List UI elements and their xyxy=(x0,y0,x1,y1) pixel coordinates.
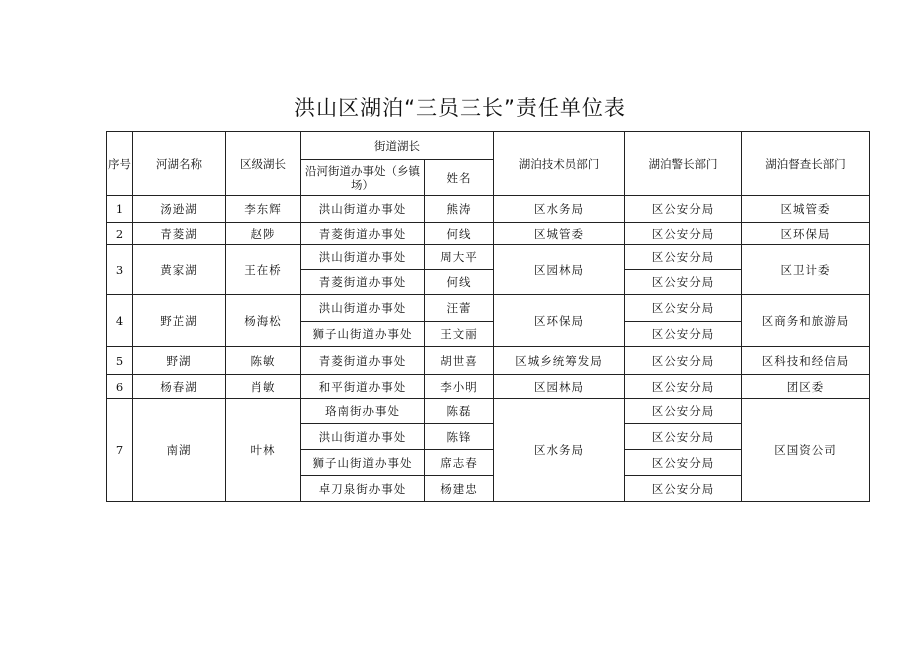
row-tech-dept: 区城乡统筹发局 xyxy=(494,347,625,375)
row-police-dept: 区公安分局 xyxy=(625,270,742,295)
header-person-name: 姓名 xyxy=(425,160,494,196)
table-row xyxy=(107,399,870,424)
table-row xyxy=(107,223,870,245)
row-person-name: 何线 xyxy=(425,223,494,245)
responsibility-table xyxy=(106,131,870,502)
header-seq: 序号 xyxy=(107,132,133,196)
header-street-office: 沿河街道办事处（乡镇场） xyxy=(301,160,425,196)
row-person-name: 李小明 xyxy=(425,375,494,399)
row-police-dept: 区公安分局 xyxy=(625,196,742,223)
row-police-dept: 区公安分局 xyxy=(625,295,742,322)
row-street-office: 狮子山街道办事处 xyxy=(301,450,425,476)
row-person-name: 杨建忠 xyxy=(425,476,494,502)
row-district-chief: 肖敏 xyxy=(226,375,301,399)
row-police-dept: 区公安分局 xyxy=(625,245,742,270)
row-supervisor-dept: 区商务和旅游局 xyxy=(742,295,870,347)
row-supervisor-dept: 区环保局 xyxy=(742,223,870,245)
table-row xyxy=(107,196,870,223)
table-row xyxy=(107,245,870,270)
header-lake-name: 河湖名称 xyxy=(133,132,226,196)
row-seq: 6 xyxy=(107,375,133,399)
row-police-dept: 区公安分局 xyxy=(625,223,742,245)
header-district-chief: 区级湖长 xyxy=(226,132,301,196)
row-tech-dept: 区水务局 xyxy=(494,196,625,223)
row-street-office: 青菱街道办事处 xyxy=(301,347,425,375)
table-row xyxy=(107,375,870,399)
row-supervisor-dept: 区科技和经信局 xyxy=(742,347,870,375)
header-supervisor-dept: 湖泊督查长部门 xyxy=(742,132,870,196)
header-tech-dept: 湖泊技术员部门 xyxy=(494,132,625,196)
header-row xyxy=(107,132,870,160)
row-street-office: 洪山街道办事处 xyxy=(301,424,425,450)
row-street-office: 狮子山街道办事处 xyxy=(301,322,425,347)
row-police-dept: 区公安分局 xyxy=(625,347,742,375)
row-street-office: 洪山街道办事处 xyxy=(301,196,425,223)
row-district-chief: 陈敏 xyxy=(226,347,301,375)
row-seq: 2 xyxy=(107,223,133,245)
row-district-chief: 王在桥 xyxy=(226,245,301,295)
row-police-dept: 区公安分局 xyxy=(625,322,742,347)
row-supervisor-dept: 区国资公司 xyxy=(742,399,870,502)
row-police-dept: 区公安分局 xyxy=(625,424,742,450)
row-street-office: 珞南街办事处 xyxy=(301,399,425,424)
row-supervisor-dept: 区城管委 xyxy=(742,196,870,223)
row-tech-dept: 区水务局 xyxy=(494,399,625,502)
row-supervisor-dept: 区卫计委 xyxy=(742,245,870,295)
row-person-name: 何线 xyxy=(425,270,494,295)
row-lake-name: 南湖 xyxy=(133,399,226,502)
row-supervisor-dept: 团区委 xyxy=(742,375,870,399)
row-person-name: 胡世喜 xyxy=(425,347,494,375)
header-police-dept: 湖泊警长部门 xyxy=(625,132,742,196)
row-street-office: 青菱街道办事处 xyxy=(301,270,425,295)
row-district-chief: 杨海松 xyxy=(226,295,301,347)
row-seq: 1 xyxy=(107,196,133,223)
page-title: 洪山区湖泊“三员三长”责任单位表 xyxy=(294,96,626,120)
row-tech-dept: 区城管委 xyxy=(494,223,625,245)
row-person-name: 熊涛 xyxy=(425,196,494,223)
row-police-dept: 区公安分局 xyxy=(625,450,742,476)
row-lake-name: 野芷湖 xyxy=(133,295,226,347)
row-seq: 3 xyxy=(107,245,133,295)
row-street-office: 卓刀泉街办事处 xyxy=(301,476,425,502)
row-district-chief: 李东辉 xyxy=(226,196,301,223)
row-district-chief: 叶林 xyxy=(226,399,301,502)
row-district-chief: 赵陟 xyxy=(226,223,301,245)
header-street-chief: 街道湖长 xyxy=(301,132,494,160)
row-tech-dept: 区园林局 xyxy=(494,375,625,399)
row-lake-name: 汤逊湖 xyxy=(133,196,226,223)
row-person-name: 汪蕾 xyxy=(425,295,494,322)
row-tech-dept: 区环保局 xyxy=(494,295,625,347)
row-police-dept: 区公安分局 xyxy=(625,375,742,399)
row-street-office: 洪山街道办事处 xyxy=(301,295,425,322)
row-street-office: 洪山街道办事处 xyxy=(301,245,425,270)
row-seq: 5 xyxy=(107,347,133,375)
row-person-name: 陈锋 xyxy=(425,424,494,450)
row-street-office: 青菱街道办事处 xyxy=(301,223,425,245)
row-lake-name: 杨春湖 xyxy=(133,375,226,399)
row-seq: 7 xyxy=(107,399,133,502)
row-person-name: 王文丽 xyxy=(425,322,494,347)
row-police-dept: 区公安分局 xyxy=(625,399,742,424)
row-person-name: 席志春 xyxy=(425,450,494,476)
row-person-name: 周大平 xyxy=(425,245,494,270)
row-street-office: 和平街道办事处 xyxy=(301,375,425,399)
row-person-name: 陈磊 xyxy=(425,399,494,424)
row-tech-dept: 区园林局 xyxy=(494,245,625,295)
row-lake-name: 野湖 xyxy=(133,347,226,375)
row-lake-name: 黄家湖 xyxy=(133,245,226,295)
table-row xyxy=(107,295,870,322)
row-seq: 4 xyxy=(107,295,133,347)
table-row xyxy=(107,347,870,375)
row-police-dept: 区公安分局 xyxy=(625,476,742,502)
row-lake-name: 青菱湖 xyxy=(133,223,226,245)
